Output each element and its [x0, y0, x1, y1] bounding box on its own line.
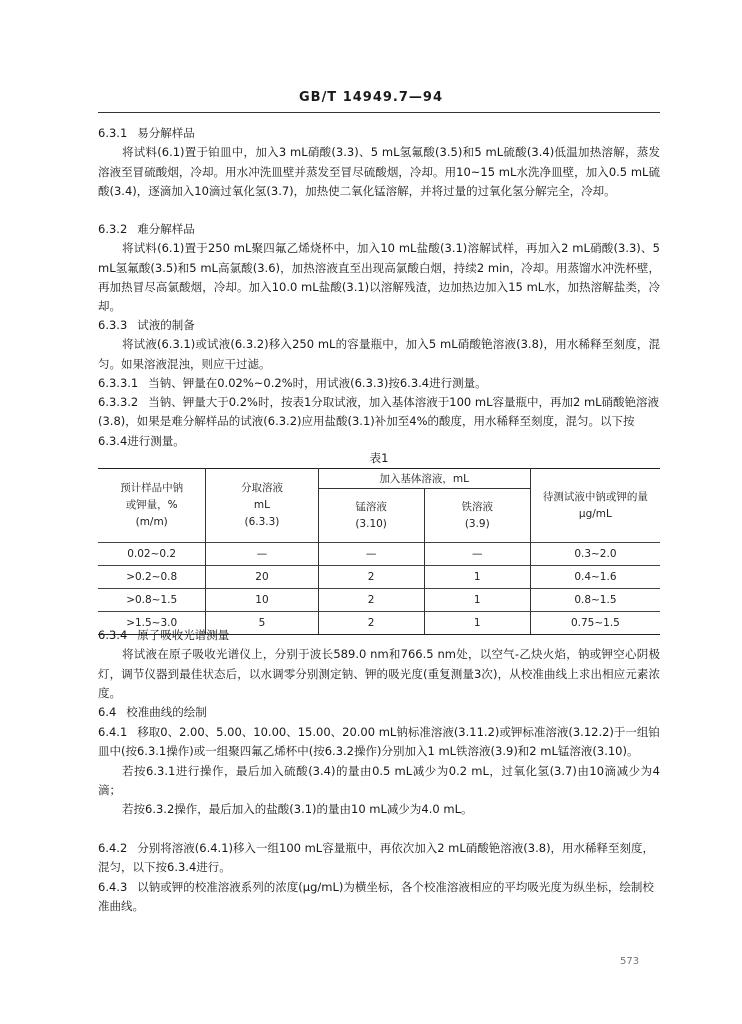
header-line: μg/mL: [578, 507, 612, 520]
header-line: (3.9): [464, 517, 490, 530]
table-cell: 1: [424, 612, 530, 635]
section-6-4: [98, 703, 660, 722]
paragraph: 当钠、钾量在0.02%~0.2%时，用试液(6.3.3)按6.3.4进行测量。: [148, 376, 487, 390]
section-number: 6.3.3: [98, 318, 128, 332]
paragraph: 将试料(6.1)置于铂皿中，加入3 mL硝酸(3.3)、5 mL氢氟酸(3.5)和5 mL硫酸(3.4)低温加热溶解，蒸发溶液至冒硫酸烟，冷却。用水冲洗皿壁并蒸发至冒尽硫酸烟，冷却。用10~15 mL水洗净皿壁，加入0.5 mL硫酸(3.4)，逐滴加入10滴过氧化氢(3.7)，加热使二氧化锰溶解，并将过量的过氧化氢分解完全，冷却。: [98, 145, 660, 198]
table-cell: —: [206, 543, 318, 566]
table-cell: 2: [318, 566, 424, 589]
section-6-4-2: [98, 839, 660, 878]
section-6-3-4: [98, 626, 660, 703]
section-6-3-3-1: [98, 374, 660, 393]
paragraph: 将试液在原子吸收光谱仪上，分别于波长589.0 nm和766.5 nm处，以空气-乙炔火焰，钠或钾空心阴极灯，调节仪器到最佳状态后，以水调零分别测定钠、钾的吸光度(重复测量3次)，从校准曲线上求出相应元素浓度。: [98, 647, 660, 700]
table-cell: 0.02~0.2: [98, 543, 206, 566]
section-heading: [98, 316, 660, 335]
table-cell: 0.4~1.6: [530, 566, 660, 589]
section-number: 6.3.3.1: [98, 376, 139, 390]
header-line: 待测试液中钠或钾的量: [542, 490, 648, 503]
section-title: 试液的制备: [137, 318, 195, 332]
header-line: 预计样品中钠: [120, 482, 184, 494]
table-row: [98, 566, 660, 589]
header-line: mL: [253, 499, 270, 511]
section-6-3-3-2: [98, 393, 660, 451]
section-6-4-1: [98, 723, 660, 819]
table-cell: 0.3~2.0: [530, 543, 660, 566]
table-1: [98, 468, 660, 635]
paragraph: [98, 723, 660, 762]
section-6-4-3: [98, 878, 660, 917]
header-line: (m/m): [135, 516, 168, 528]
section-title: 原子吸收光谱测量: [137, 628, 230, 642]
table-cell: 1: [424, 566, 530, 589]
table-row: [98, 543, 660, 566]
section-6-3-2: [98, 220, 660, 316]
table-cell: 5: [206, 612, 318, 635]
table-cell: —: [424, 543, 530, 566]
column-header-concentration: [530, 469, 660, 543]
column-header-content: [98, 469, 206, 543]
table-cell: 1: [424, 589, 530, 612]
table-cell: 10: [206, 589, 318, 612]
section-6-3-1: [98, 124, 660, 201]
table-cell: >0.2~0.8: [98, 566, 206, 589]
section-title: 难分解样品: [137, 222, 195, 236]
section-number: 6.3.2: [98, 222, 128, 236]
section-number: 6.4.2: [98, 841, 128, 855]
table-cell: 2: [318, 612, 424, 635]
column-header-fe-solution: [424, 489, 530, 543]
table-cell: 20: [206, 566, 318, 589]
table-cell: 2: [318, 589, 424, 612]
header-line: (3.10): [355, 517, 387, 530]
section-6-3-3: [98, 316, 660, 374]
paragraph: 若按6.3.2操作，最后加入的盐酸(3.1)的量由10 mL减少为4.0 mL。: [122, 802, 473, 817]
section-title: 易分解样品: [137, 126, 195, 140]
paragraph-text: 移取0、2.00、5.00、10.00、15.00、20.00 mL钠标准溶液(3.11.2)或钾标准溶液(3.12.2)于一组铂皿中(按6.3.1操作)或一组聚四氟乙烯杯中(按6.3.2操作)分别加入1 mL铁溶液(3.9)和2 mL锰溶液(3.10)。: [98, 725, 660, 759]
table-cell: —: [318, 543, 424, 566]
paragraph: 当钠、钾量大于0.2%时，按表1分取试液，加入基体溶液于100 mL容量瓶中，再加2 mL硝酸铯溶液(3.8)，如果是难分解样品的试液(6.3.2)应用盐酸(3.1)补加至4%的酸度，用水稀释至刻度，混匀。以下按6.3.4进行测量。: [98, 395, 660, 448]
section-number: 6.3.3.2: [98, 395, 139, 409]
section-number: 6.4.3: [98, 880, 128, 894]
header-line: (6.3.3): [244, 516, 280, 528]
section-number: 6.3.1: [98, 126, 128, 140]
section-number: 6.4.1: [98, 725, 128, 739]
section-heading: [98, 220, 660, 239]
section-heading: [98, 626, 660, 645]
section-title: 校准曲线的绘制: [126, 705, 207, 719]
table-cell: >1.5~3.0: [98, 612, 206, 635]
table-row: [98, 589, 660, 612]
section-number: 6.3.4: [98, 628, 128, 642]
column-header-mn-solution: [318, 489, 424, 543]
paragraph: 以钠或钾的校准溶液系列的浓度(μg/mL)为横坐标，各个校准溶液相应的平均吸光度为纵坐标，绘制校准曲线。: [98, 880, 654, 914]
column-header-matrix-group: 加入基体溶液，mL: [318, 469, 530, 489]
section-number: 6.4: [98, 705, 117, 719]
header-line: 分取溶液: [240, 482, 283, 494]
section-heading: [98, 124, 660, 143]
standard-number-header: GB/T 14949.7—94: [298, 90, 444, 105]
header-line: 或钾量，%: [125, 499, 178, 511]
header-line: 铁溶液: [461, 500, 494, 513]
page-number: 573: [620, 956, 640, 967]
table-cell: 0.8~1.5: [530, 589, 660, 612]
table-caption: 表1: [369, 451, 389, 465]
paragraph: 将试液(6.3.1)或试液(6.3.2)移入250 mL的容量瓶中，加入5 mL硝酸铯溶液(3.8)，用水稀释至刻度，混匀。如果溶液混浊，则应干过滤。: [98, 337, 660, 371]
table-cell: 0.75~1.5: [530, 612, 660, 635]
paragraph: 将试料(6.1)置于250 mL聚四氟乙烯烧杯中，加入10 mL盐酸(3.1)溶解试样，再加入2 mL硝酸(3.3)、5 mL氢氟酸(3.5)和5 mL高氯酸(3.6)，加热溶液直至出现高氯酸白烟，持续2 min，冷却。用蒸馏水冲洗杯壁，再加热冒尽高氯酸烟，冷却。加入10.0 mL盐酸(3.1)以溶解残渣，边加热边加入15 mL水，加热溶解盐类，冷却。: [98, 241, 660, 314]
header-rule: [98, 112, 660, 113]
paragraph: 分别将溶液(6.4.1)移入一组100 mL容量瓶中，再依次加入2 mL硝酸铯溶液(3.8)，用水稀释至刻度，混匀，以下按6.3.4进行。: [98, 841, 655, 875]
table-cell: >0.8~1.5: [98, 589, 206, 612]
paragraph: 若按6.3.1进行操作，最后加入硫酸(3.4)的量由0.5 mL减少为0.2 mL，过氧化氢(3.7)由10滴减少为4滴；: [98, 763, 660, 797]
header-line: 锰溶液: [355, 500, 387, 513]
column-header-aliquot: [206, 469, 318, 543]
